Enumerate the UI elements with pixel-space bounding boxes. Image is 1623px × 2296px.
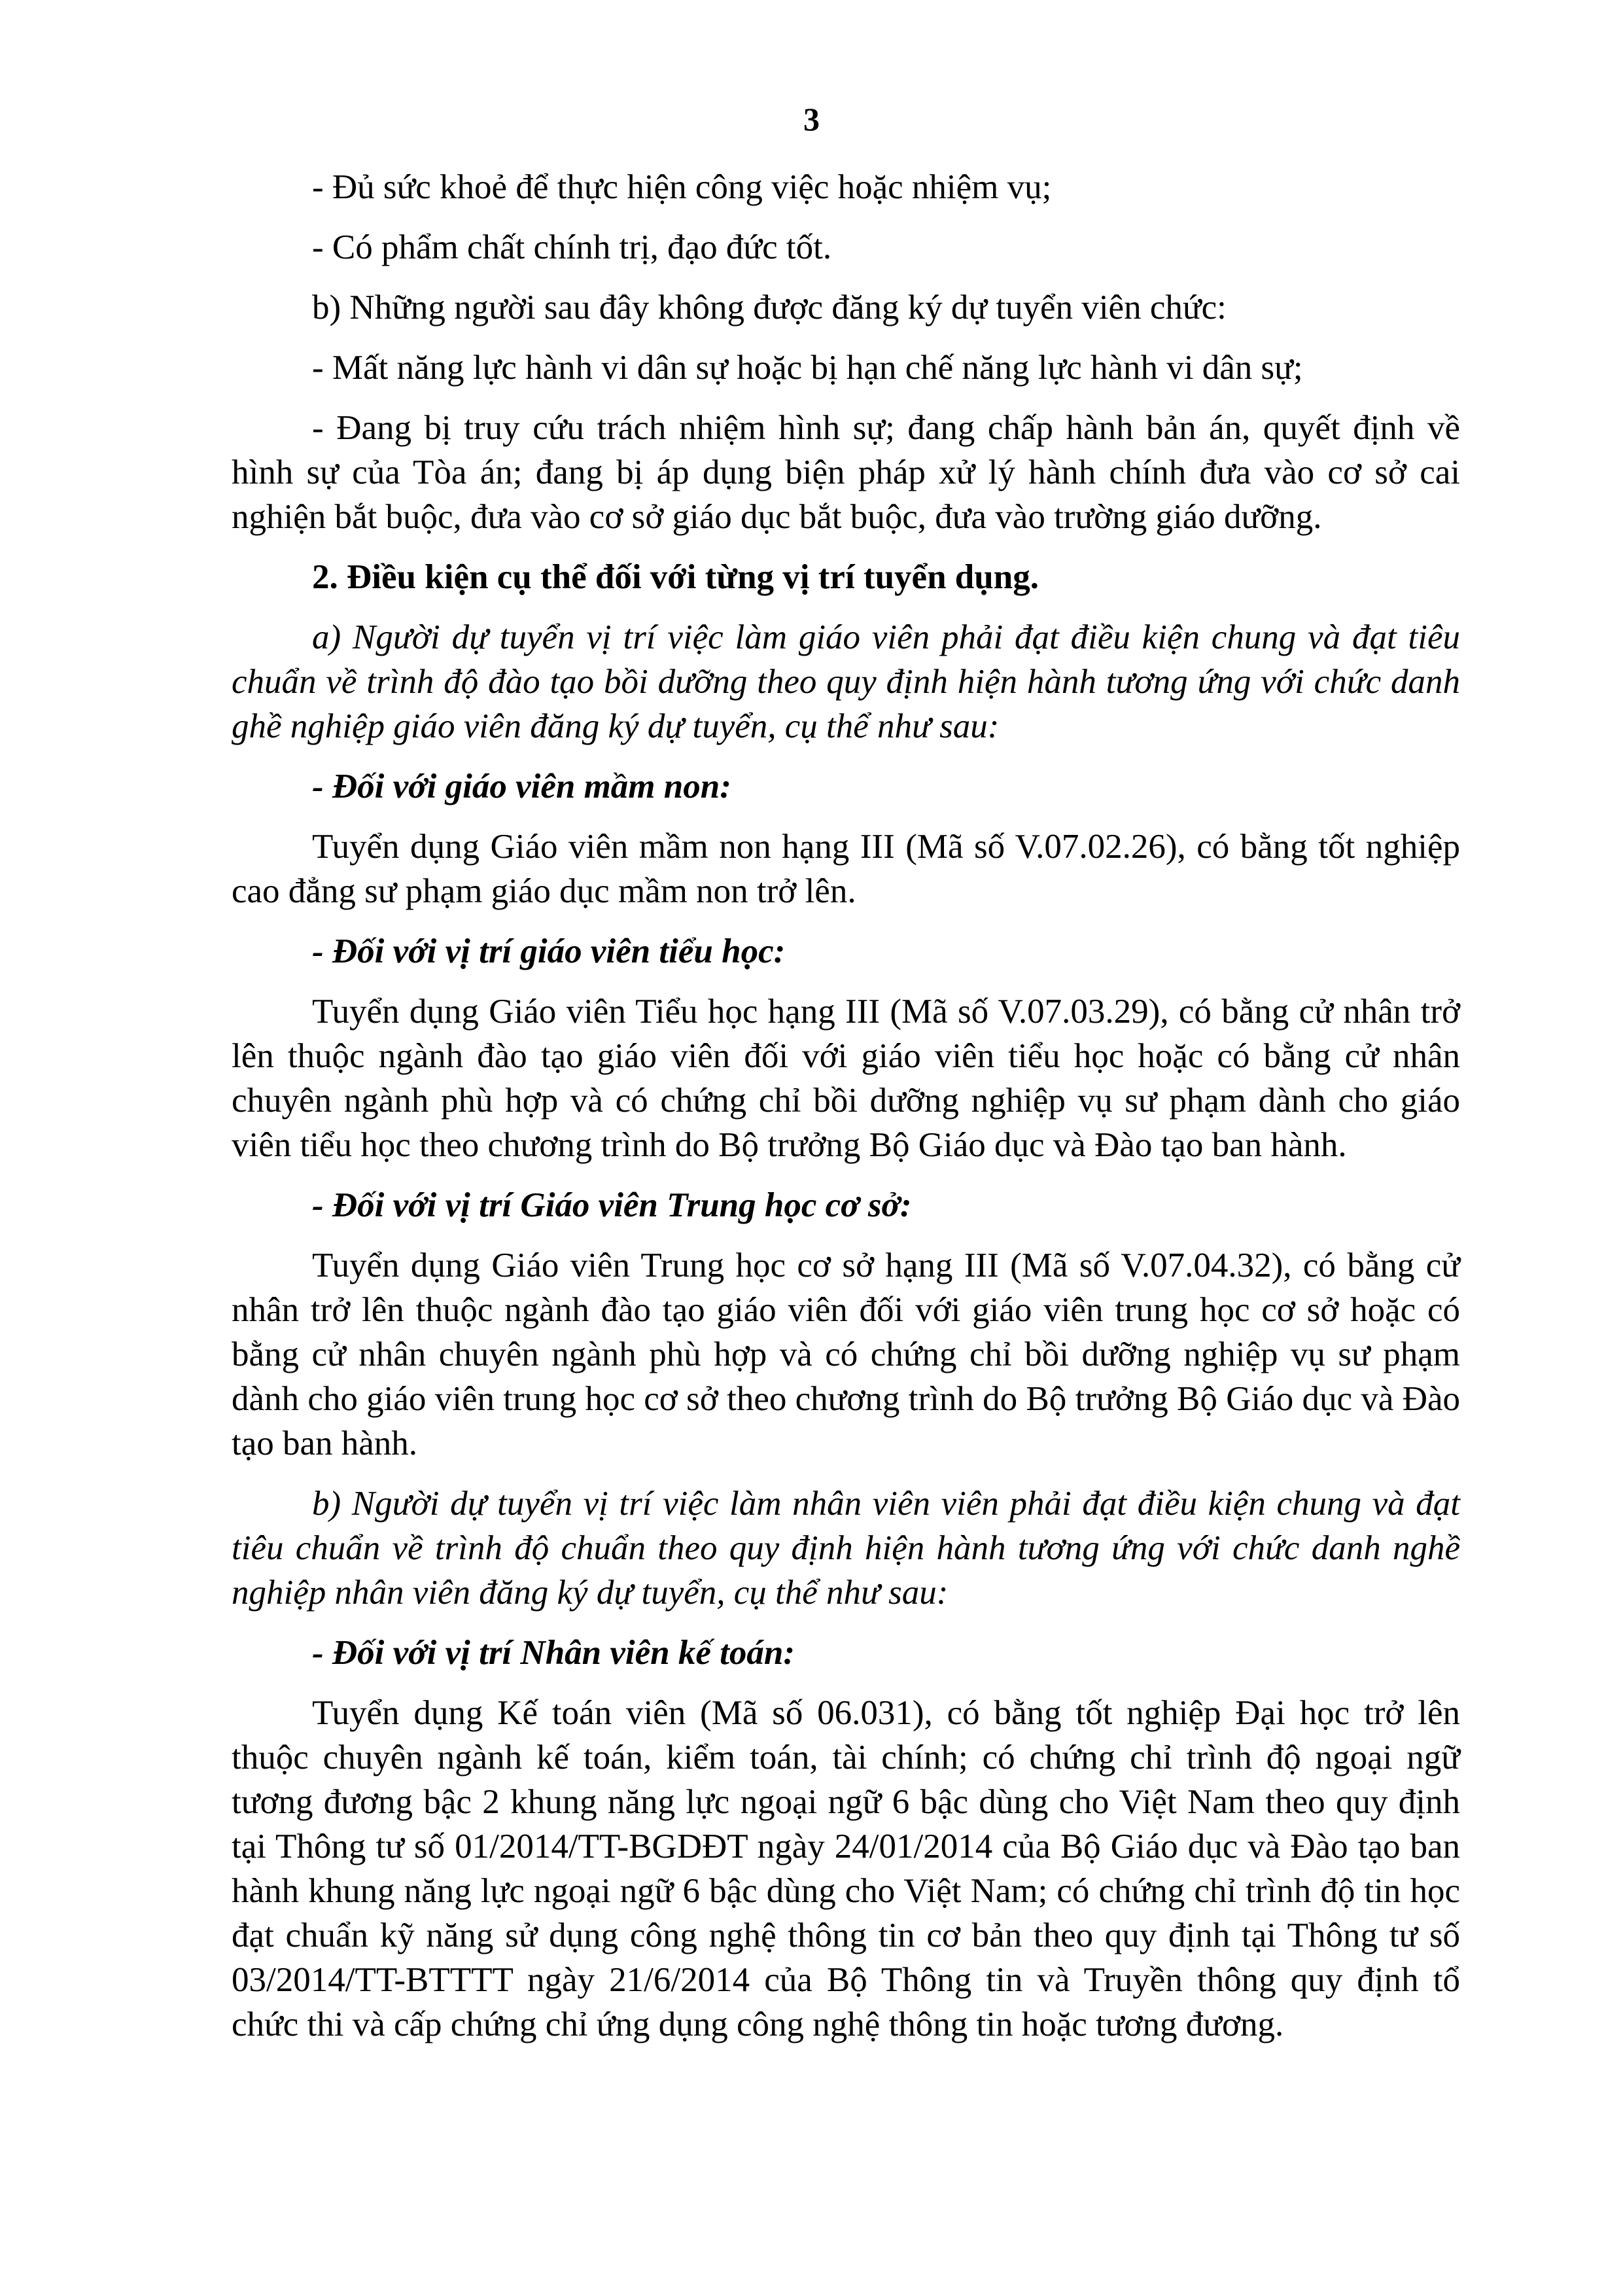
subheading-primary-teacher: - Đối với vị trí giáo viên tiểu học: [312,932,786,970]
page-number: 3 [803,101,820,137]
paragraph-teacher-requirements: a) Người dự tuyển vị trí việc làm giáo viên phải đạt điều kiện chung và đạt tiêu chuẩn về trình độ đào tạo bồi dưỡng theo quy định hiện hành tương ứng với chức danh ghề nghiệp giáo viên đăng ký dự tuyển, cụ thể như sau: [232,618,1460,745]
subheading-secondary-teacher: - Đối với vị trí Giáo viên Trung học cơ sở: [312,1186,912,1224]
paragraph-political-quality: - Có phẩm chất chính trị, đạo đức tốt. [312,228,832,266]
paragraph-accountant: Tuyển dụng Kế toán viên (Mã số 06.031), có bằng tốt nghiệp Đại học trở lên thuộc chuyên ngành kế toán, kiểm toán, tài chính; có chứng chỉ trình độ ngoại ngữ tương đương bậc 2 khung năng lực ngoại ngữ 6 bậc dùng cho Việt Nam theo quy định tại Thông tư số 01/2014/TT-BGDĐT ngày 24/01/2014 của Bộ Giáo dục và Đào tạo ban hành khung năng lực ngoại ngữ 6 bậc dùng cho Việt Nam; có chứng chỉ trình độ tin học đạt chuẩn kỹ năng sử dụng công nghệ thông tin cơ bản theo quy định tại Thông tư số 03/2014/TT-BTTTT ngày 21/6/2014 của Bộ Thông tin và Truyền thông quy định tổ chức thi và cấp chứng chỉ ứng dụng công nghệ thông tin hoặc tương đương. [232,1694,1460,2043]
paragraph-staff-requirements: b) Người dự tuyển vị trí việc làm nhân viên viên phải đạt điều kiện chung và đạt tiêu chuẩn về trình độ chuẩn theo quy định hiện hành tương ứng với chức danh nghề nghiệp nhân viên đăng ký dự tuyển, cụ thể như sau: [232,1485,1460,1612]
paragraph-health-condition: - Đủ sức khoẻ để thực hiện công việc hoặc nhiệm vụ; [312,168,1052,206]
section-heading-specific-conditions: 2. Điều kiện cụ thể đối với từng vị trí tuyển dụng. [312,558,1039,596]
paragraph-secondary-teacher: Tuyển dụng Giáo viên Trung học cơ sở hạng III (Mã số V.07.04.32), có bằng cử nhân trở lên thuộc ngành đào tạo giáo viên đối với giáo viên trung học cơ sở hoặc có bằng cử nhân chuyên ngành phù hợp và có chứng chỉ bồi dưỡng nghiệp vụ sư phạm dành cho giáo viên trung học cơ sở theo chương trình do Bộ trưởng Bộ Giáo dục và Đào tạo ban hành. [232,1246,1460,1462]
paragraph-civil-capacity: - Mất năng lực hành vi dân sự hoặc bị hạn chế năng lực hành vi dân sự; [312,349,1303,387]
document-body [232,165,1460,2047]
subheading-preschool-teacher: - Đối với giáo viên mầm non: [312,768,731,805]
paragraph-ineligible-intro: b) Những người sau đây không được đăng ký dự tuyển viên chức: [312,289,1227,327]
subheading-accountant: - Đối với vị trí Nhân viên kế toán: [312,1634,795,1672]
paragraph-criminal-liability: - Đang bị truy cứu trách nhiệm hình sự; đang chấp hành bản án, quyết định về hình sự của Tòa án; đang bị áp dụng biện pháp xử lý hành chính đưa vào cơ sở cai nghiện bắt buộc, đưa vào cơ sở giáo dục bắt buộc, đưa vào trường giáo dưỡng. [232,409,1460,536]
paragraph-primary-teacher: Tuyển dụng Giáo viên Tiểu học hạng III (Mã số V.07.03.29), có bằng cử nhân trở lên thuộc ngành đào tạo giáo viên đối với giáo viên tiểu học hoặc có bằng cử nhân chuyên ngành phù hợp và có chứng chỉ bồi dưỡng nghiệp vụ sư phạm dành cho giáo viên tiểu học theo chương trình do Bộ trưởng Bộ Giáo dục và Đào tạo ban hành. [232,993,1460,1164]
paragraph-preschool-teacher: Tuyển dụng Giáo viên mầm non hạng III (Mã số V.07.02.26), có bằng tốt nghiệp cao đẳng sư phạm giáo dục mầm non trở lên. [232,828,1460,910]
